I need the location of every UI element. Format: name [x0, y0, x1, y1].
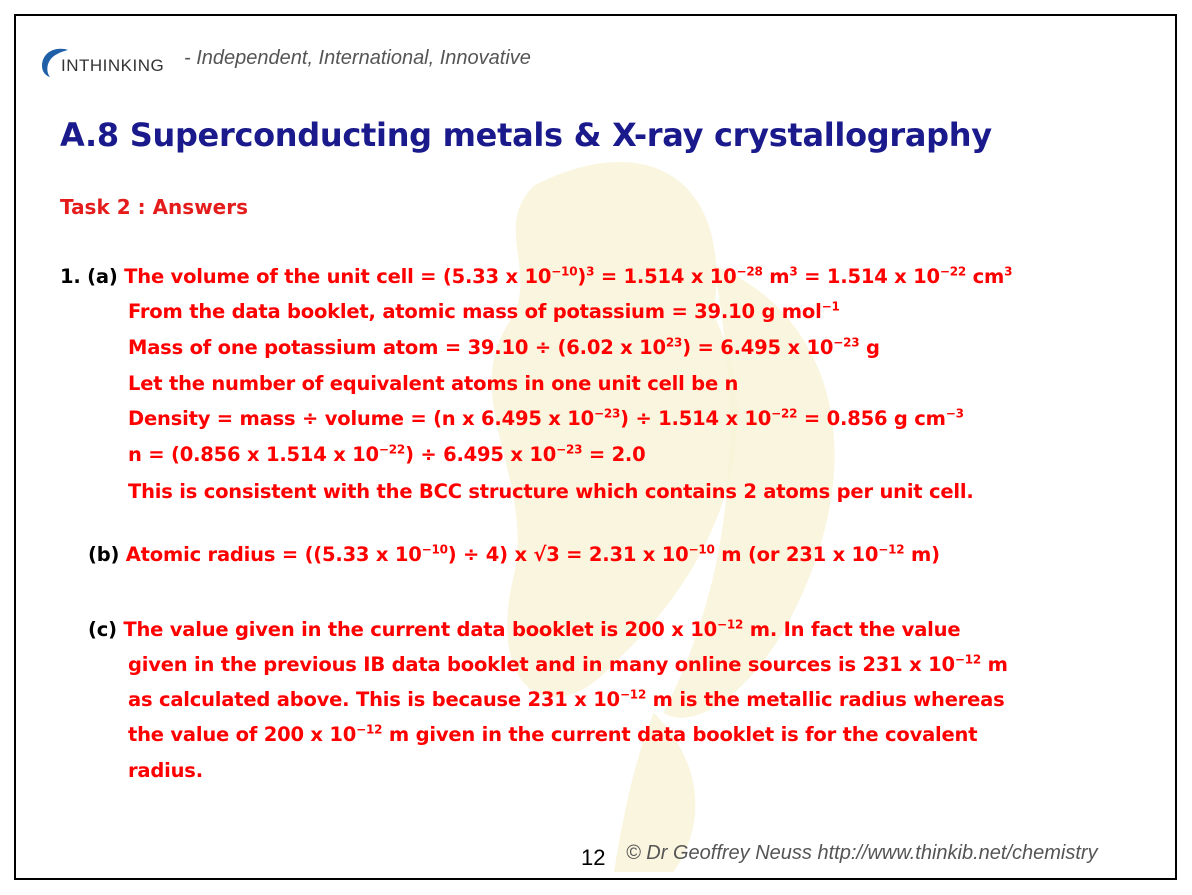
question-label-1a: 1. (a): [60, 265, 118, 288]
question-label-1b: (b): [88, 543, 120, 566]
answer-1c-line-3: as calculated above. This is because 231 x $10^{-12}$ m is the metallic radius whereas: [128, 687, 1005, 711]
answer-1a-line-7: This is consistent with the BCC structure which contains 2 atoms per unit cell.: [128, 480, 974, 503]
copyright-notice: © Dr Geoffrey Neuss http://www.thinkib.net/chemistry: [626, 842, 1098, 864]
task-heading: Task 2 : Answers: [60, 195, 248, 219]
answer-1a-line-6: n = (0.856 x 1.514 x $10^{-22}) \div 6.495$ x $10^{-23} = 2.0$: [128, 442, 646, 466]
answer-1c-line-4: the value of 200 x $10^{-12}$ m given in the current data booklet is for the covalent: [128, 722, 978, 746]
question-label-1c: (c): [88, 618, 117, 641]
logo-text: INTHINKING: [61, 56, 165, 75]
answer-1a-line-5: Density = mass ÷ volume = (n x 6.495 x $10^{-23}) \div 1.514$ x $10^{-22} = 0.856$ g $cm^{-3}$: [128, 406, 964, 430]
answer-1a-line-2: From the data booklet, atomic mass of potassium = 39.10 g mol$^{-1}$: [128, 299, 840, 323]
page-title: A.8 Superconducting metals & X-ray crystallography: [60, 116, 992, 154]
page-number: 12: [581, 845, 606, 870]
answer-1b-line-1: (b) Atomic radius = ((5.33 x $10^{-10}) \div 4$) x √3 = 2.31 x $10^{-10}$ m (or 231 x $10^{-12}$ m): [88, 542, 940, 566]
slide: [14, 14, 1177, 880]
answer-1c-line-2: given in the previous IB data booklet and in many online sources is 231 x $10^{-12}$ m: [128, 652, 1008, 676]
answer-1a-line-1: 1. (a) The volume of the unit cell = (5.33 x $10^{-10})^3 = 1.514$ x $10^{-28}$ $m^3 = 1.514$ x $10^{-22}$ $cm^3$: [60, 264, 1013, 288]
tagline: - Independent, International, Innovative: [184, 47, 531, 69]
answer-1a-line-3: Mass of one potassium atom = 39.10 ÷ (6.02 x $10^{23}) = 6.495$ x $10^{-23}$ g: [128, 335, 880, 359]
answer-1a-line-4: Let the number of equivalent atoms in one unit cell be n: [128, 372, 739, 395]
answer-1c-line-5: radius.: [128, 759, 203, 782]
answer-1c-line-1: (c) The value given in the current data booklet is 200 x $10^{-12}$ m. In fact the value: [88, 617, 961, 641]
